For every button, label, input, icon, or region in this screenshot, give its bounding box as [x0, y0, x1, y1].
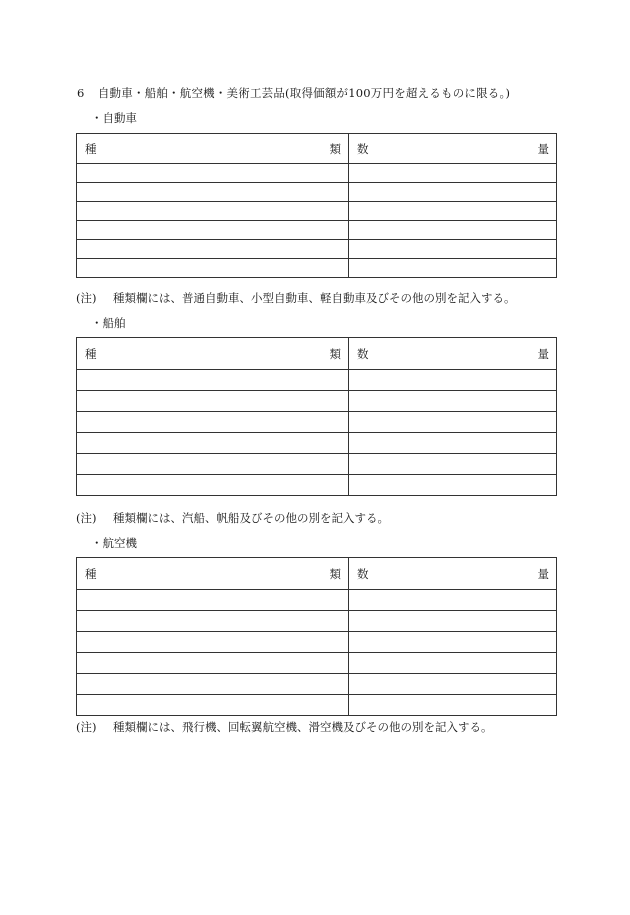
- table-row: [77, 611, 557, 632]
- qty-header-left: 数: [357, 566, 369, 581]
- kind-header-right: 類: [329, 141, 341, 156]
- kind-cell[interactable]: [77, 632, 349, 653]
- qty-cell[interactable]: [349, 412, 557, 433]
- table-row: [77, 433, 557, 454]
- table-row: [77, 259, 557, 278]
- kind-cell[interactable]: [77, 611, 349, 632]
- aircraft-table: [76, 557, 557, 716]
- ship-table: [76, 337, 557, 496]
- qty-cell[interactable]: [349, 590, 557, 611]
- qty-header: [349, 134, 557, 164]
- kind-cell[interactable]: [77, 653, 349, 674]
- qty-header: [349, 338, 557, 370]
- kind-cell[interactable]: [77, 674, 349, 695]
- qty-cell[interactable]: [349, 632, 557, 653]
- qty-header-right: 量: [537, 346, 549, 361]
- note-tag: (注): [76, 511, 97, 525]
- qty-header-right: 量: [537, 566, 549, 581]
- qty-cell[interactable]: [349, 454, 557, 475]
- kind-cell[interactable]: [77, 695, 349, 716]
- kind-header-right: 類: [329, 346, 341, 361]
- qty-cell[interactable]: [349, 695, 557, 716]
- section-number: 6: [77, 86, 85, 100]
- qty-header-right: 量: [537, 141, 549, 156]
- table-row: [77, 221, 557, 240]
- table-row: [77, 632, 557, 653]
- kind-cell[interactable]: [77, 164, 349, 183]
- table-row: [77, 695, 557, 716]
- table-header-row: [77, 134, 557, 164]
- car-table: [76, 133, 557, 278]
- table-row: [77, 370, 557, 391]
- note-tag: (注): [76, 720, 97, 734]
- kind-cell[interactable]: [77, 240, 349, 259]
- kind-cell[interactable]: [77, 475, 349, 496]
- table-row: [77, 240, 557, 259]
- qty-cell[interactable]: [349, 202, 557, 221]
- kind-header: [77, 558, 349, 590]
- aircraft-subheading: ・航空機: [91, 536, 137, 550]
- qty-cell[interactable]: [349, 183, 557, 202]
- qty-cell[interactable]: [349, 221, 557, 240]
- qty-cell[interactable]: [349, 674, 557, 695]
- table-header-row: [77, 558, 557, 590]
- kind-header-left: 種: [85, 566, 97, 581]
- qty-cell[interactable]: [349, 433, 557, 454]
- table-row: [77, 391, 557, 412]
- table-row: [77, 164, 557, 183]
- kind-header: [77, 338, 349, 370]
- kind-header-right: 類: [329, 566, 341, 581]
- table-row: [77, 412, 557, 433]
- qty-cell[interactable]: [349, 164, 557, 183]
- note-text: 種類欄には、普通自動車、小型自動車、軽自動車及びその他の別を記入する。: [113, 291, 516, 305]
- note-tag: (注): [76, 291, 97, 305]
- kind-cell[interactable]: [77, 412, 349, 433]
- qty-cell[interactable]: [349, 391, 557, 412]
- table-row: [77, 454, 557, 475]
- qty-cell[interactable]: [349, 240, 557, 259]
- kind-cell[interactable]: [77, 202, 349, 221]
- kind-cell[interactable]: [77, 454, 349, 475]
- kind-header-left: 種: [85, 346, 97, 361]
- kind-cell[interactable]: [77, 391, 349, 412]
- qty-cell[interactable]: [349, 611, 557, 632]
- section-heading: [77, 85, 510, 101]
- kind-cell[interactable]: [77, 433, 349, 454]
- car-subheading: ・自動車: [91, 111, 137, 125]
- qty-header-left: 数: [357, 346, 369, 361]
- kind-header: [77, 134, 349, 164]
- kind-cell[interactable]: [77, 183, 349, 202]
- aircraft-note: [76, 719, 493, 735]
- kind-cell[interactable]: [77, 221, 349, 240]
- kind-cell[interactable]: [77, 370, 349, 391]
- qty-cell[interactable]: [349, 259, 557, 278]
- kind-header-left: 種: [85, 141, 97, 156]
- qty-cell[interactable]: [349, 653, 557, 674]
- table-row: [77, 475, 557, 496]
- table-row: [77, 653, 557, 674]
- car-note: [76, 290, 516, 306]
- table-row: [77, 202, 557, 221]
- table-header-row: [77, 338, 557, 370]
- qty-cell[interactable]: [349, 475, 557, 496]
- qty-header: [349, 558, 557, 590]
- note-text: 種類欄には、汽船、帆船及びその他の別を記入する。: [113, 511, 389, 525]
- qty-header-left: 数: [357, 141, 369, 156]
- ship-subheading: ・船舶: [91, 316, 126, 330]
- kind-cell[interactable]: [77, 259, 349, 278]
- note-text: 種類欄には、飛行機、回転翼航空機、滑空機及びその他の別を記入する。: [113, 720, 493, 734]
- section-title: 自動車・船舶・航空機・美術工芸品(取得価額が100万円を超えるものに限る。): [97, 86, 511, 100]
- table-row: [77, 590, 557, 611]
- table-row: [77, 183, 557, 202]
- qty-cell[interactable]: [349, 370, 557, 391]
- kind-cell[interactable]: [77, 590, 349, 611]
- ship-note: [76, 510, 389, 526]
- table-row: [77, 674, 557, 695]
